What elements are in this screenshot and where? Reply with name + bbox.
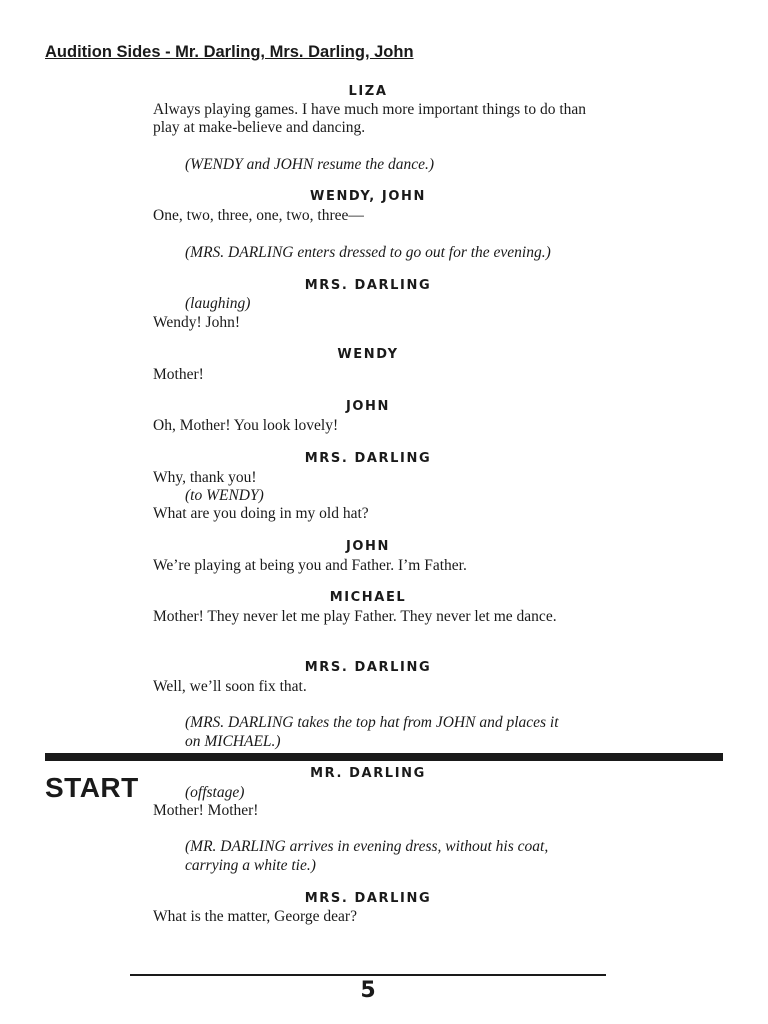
character-name: MICHAEL (329, 590, 407, 605)
dialogue-line: We’re playing at being you and Father. I’m Father. (153, 557, 467, 574)
stage-direction: (WENDY and JOHN resume the dance.) (185, 156, 435, 173)
dialogue-line: Oh, Mother! You look lovely! (153, 417, 339, 434)
footer-rule (130, 974, 606, 976)
dialogue-line: Mother! They never let me play Father. They never let me dance. (153, 608, 557, 625)
parenthetical: (offstage) (185, 784, 245, 801)
character-name: MRS. DARLING (304, 278, 432, 293)
stage-direction: (MRS. DARLING enters dressed to go out for the evening.) (185, 244, 551, 261)
dialogue-line: Why, thank you! (153, 469, 257, 486)
parenthetical: (laughing) (185, 295, 251, 312)
dialogue-line: Wendy! John! (153, 314, 240, 331)
stage-direction: (MRS. DARLING takes the top hat from JOHN and places it on MICHAEL.) (185, 714, 559, 750)
character-name: MRS. DARLING (304, 660, 432, 675)
character-name: WENDY, JOHN (310, 189, 426, 204)
dialogue-line: Always playing games. I have much more important things to do than play at make-believe and dancing. (153, 101, 587, 136)
character-name: JOHN (345, 399, 391, 414)
page-heading: Audition Sides - Mr. Darling, Mrs. Darling, John (45, 43, 414, 61)
dialogue-line: Mother! (153, 366, 204, 383)
dialogue-line: What is the matter, George dear? (153, 908, 357, 925)
page-number: 5 (360, 978, 376, 1003)
start-marker-bar (45, 753, 723, 761)
start-label: START (45, 772, 139, 803)
character-name: MRS. DARLING (304, 891, 432, 906)
character-name: WENDY (337, 347, 399, 362)
dialogue-line: Well, we’ll soon fix that. (153, 678, 307, 695)
character-name: MR. DARLING (310, 766, 426, 781)
character-name: LIZA (348, 84, 388, 99)
character-name: MRS. DARLING (304, 451, 432, 466)
character-name: JOHN (345, 539, 391, 554)
parenthetical: (to WENDY) (185, 487, 264, 504)
dialogue-line: What are you doing in my old hat? (153, 505, 369, 522)
stage-direction: (MR. DARLING arrives in evening dress, without his coat, carrying a white tie.) (185, 838, 549, 874)
dialogue-line: One, two, three, one, two, three— (153, 207, 364, 224)
dialogue-line: Mother! Mother! (153, 802, 259, 819)
